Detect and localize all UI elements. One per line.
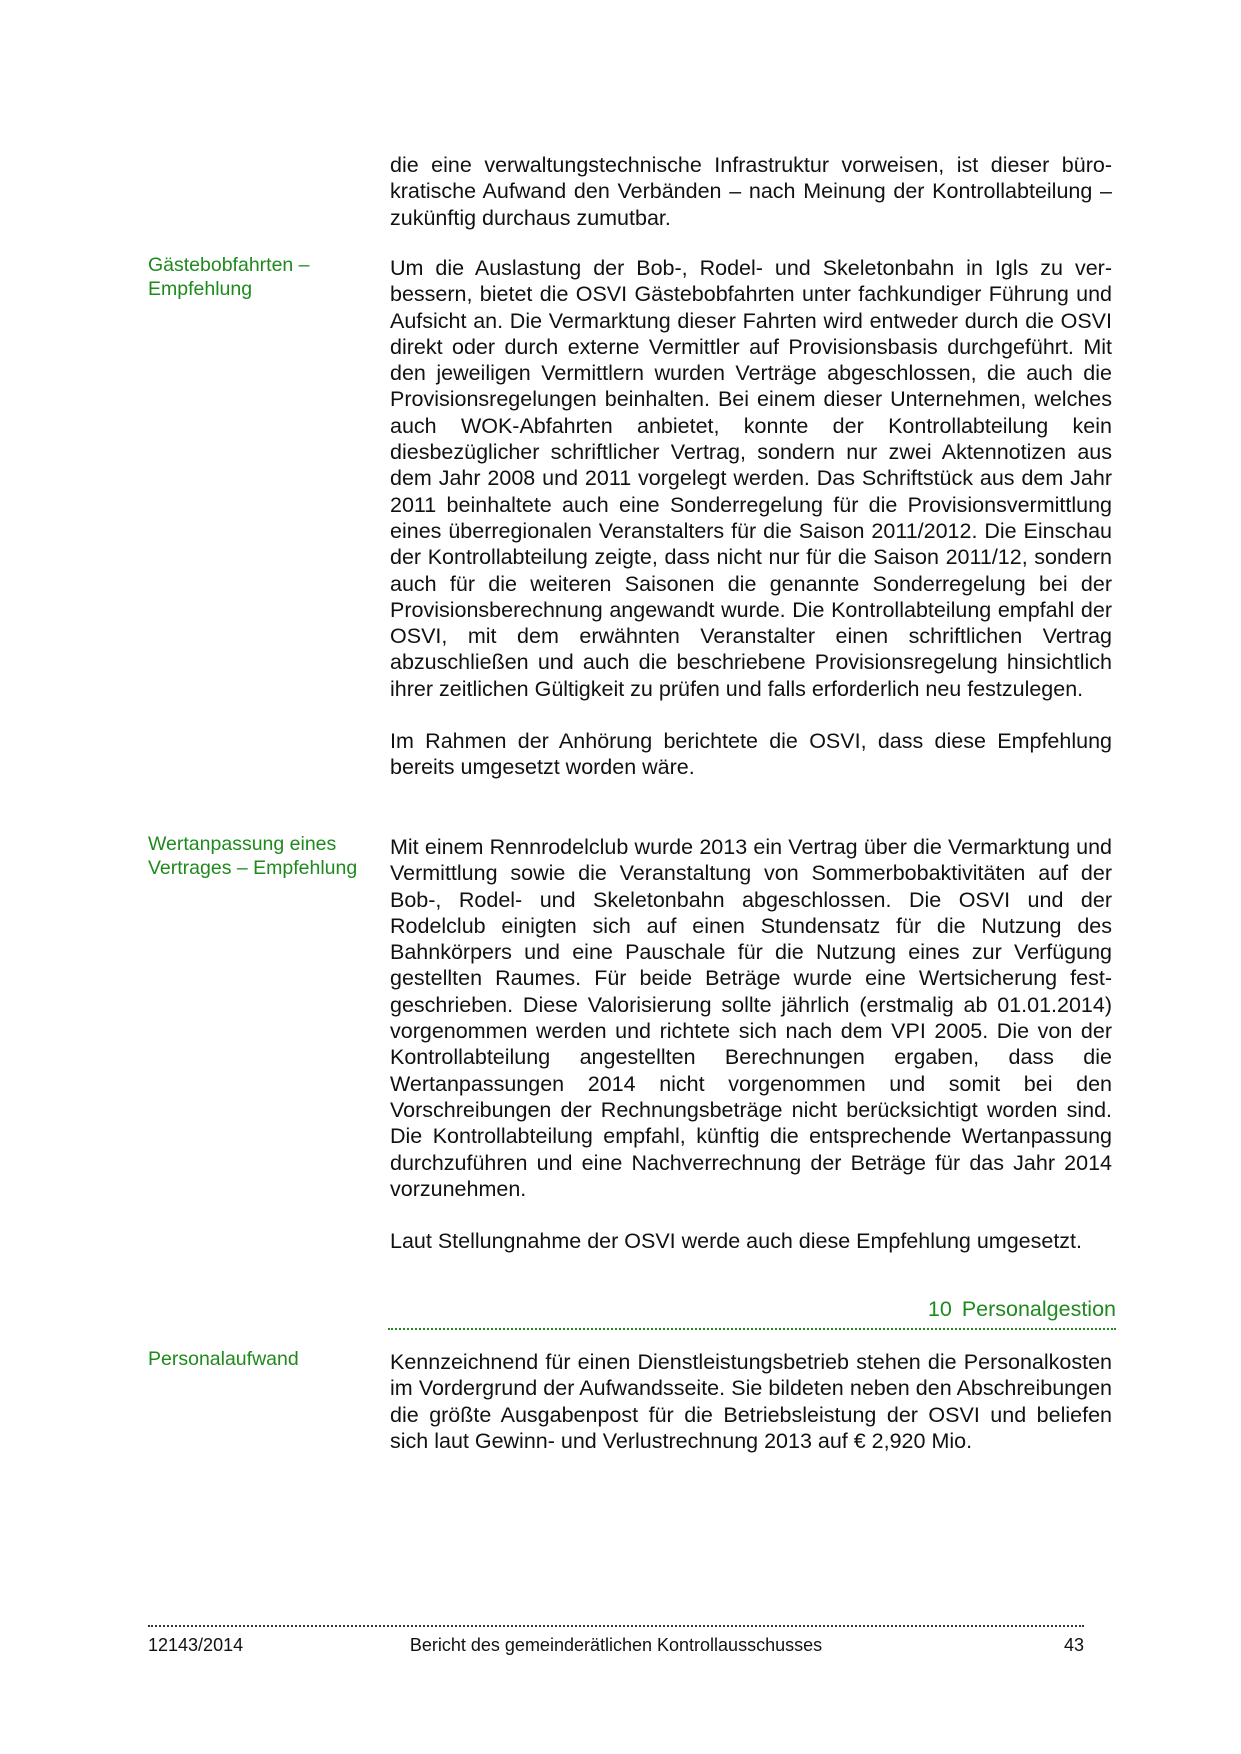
body-paragraph: Kennzeichnend für einen Dienstleistungsbetrieb stehen die Personalkosten im Vordergrund der Aufwandsseite. Sie bildeten neben den Abschreibungen die größte Ausgabenpost für die Betriebsleistung der OSVI und beliefen sich laut Gewinn- und Verlustrechnung 2013 auf € 2,920 Mio. xyxy=(390,1350,1112,1453)
margin-label-personalaufwand: Personalaufwand xyxy=(148,1348,299,1370)
body-paragraph: Mit einem Rennrodelclub wurde 2013 ein Vertrag über die Vermarktung und Vermittlung sowie die Veranstaltung von Sommerbobaktivitäten auf der Bob-, Rodel- und Skeletonbahn abgeschlossen. Die OSVI und der Rodelclub einigten sich auf einen Stundensatz für die Nutzung des Bahnkörpers und eine Pauschale für die Nutzung eines zur Verfügung gestellten Raumes. Für beide Beträge wurde eine Wertsicherung festgeschrieben. Diese Valorisierung sollte jährlich (erstmalig ab 01.01.2014) vorgenommen werden und richtete sich nach dem VPI 2005. Die von der Kontrollabteilung angestellten Berechnungen ergaben, dass die Wertanpassungen 2014 nicht vorgenommen und somit bei den Vorschreibungen der Rechnungsbeträge nicht berücksichtigt worden sind. Die Kontrollabteilung empfahl, künftig die entsprechende Wertanpassung durchzuführen und eine Nachverrechnung der Beträge für das Jahr 2014 vorzunehmen. xyxy=(390,835,1112,1201)
body-paragraph: Um die Auslastung der Bob-, Rodel- und Skeletonbahn in Igls zu verbessern, bietet die OSVI Gästebobfahrten unter fachkundiger Führung und Aufsicht an. Die Vermarktung dieser Fahrten wird entweder durch die OSVI direkt oder durch externe Vermittler auf Provisionsbasis durchgeführt. Mit den jeweiligen Vermittlern wurden Verträge abgeschlossen, die auch die Provisionsregelungen beinhalten. Bei einem dieser Unternehmen, welches auch WOK-Abfahrten anbietet, konnte der Kontrollabteilung kein diesbezüglicher schriftlicher Vertrag, sondern nur zwei Aktennotizen aus dem Jahr 2008 und 2011 vorgelegt werden. Das Schriftstück aus dem Jahr 2011 beinhaltete auch eine Sonderregelung für die Provisionsvermittlung eines überregionalen Veranstalters für die Saison 2011/2012. Die Einschau der Kontrollabteilung zeigte, dass nicht nur für die Saison 2011/12, sondern auch für die weiteren Saisonen die genannte Sonderregelung bei der Provisionsberechnung angewandt wurde. Die Kontrollabteilung empfahl der OSVI, mit dem erwähnten Veranstalter einen schriftlichen Vertrag abzuschließen und auch die beschriebene Provisionsregelung hinsichtlich ihrer zeitlichen Gültigkeit zu prüfen und falls erforderlich neu festzulegen. xyxy=(390,256,1112,701)
section-wertanpassung xyxy=(390,834,1112,1254)
margin-label-wertanpassung: Wertanpassung eines Vertrages – Empfehlung xyxy=(148,833,358,879)
section-heading xyxy=(388,1296,1116,1330)
section-gaestebobfahrten xyxy=(390,255,1112,781)
margin-label-gaestebobfahrten: Gästebobfahrten – Empfehlung xyxy=(148,254,310,300)
continuation-paragraph xyxy=(390,152,1112,231)
section-personalaufwand xyxy=(390,1349,1112,1454)
body-paragraph: Laut Stellungnahme der OSVI werde auch diese Empfehlung umgesetzt. xyxy=(390,1229,1082,1254)
footer-doc-number: 12143/2014 xyxy=(148,1635,244,1655)
footer-divider xyxy=(148,1625,1084,1627)
footer-page-number: 43 xyxy=(1063,1635,1084,1655)
section-number: 10 xyxy=(927,1297,952,1321)
section-title: Personalgestion xyxy=(961,1297,1116,1321)
body-paragraph: Im Rahmen der Anhörung berichtete die OSVI, dass diese Empfehlung bereits umgesetzt worden wäre. xyxy=(390,729,1112,780)
footer-title: Bericht des gemeinderätlichen Kontrollausschusses xyxy=(409,1635,823,1655)
body-paragraph: die eine verwaltungstechnische Infrastruktur vorweisen, ist dieser bürokratische Aufwand den Verbänden – nach Meinung der Kontrollabteilung – zukünftig durchaus zumutbar. xyxy=(390,153,1112,230)
